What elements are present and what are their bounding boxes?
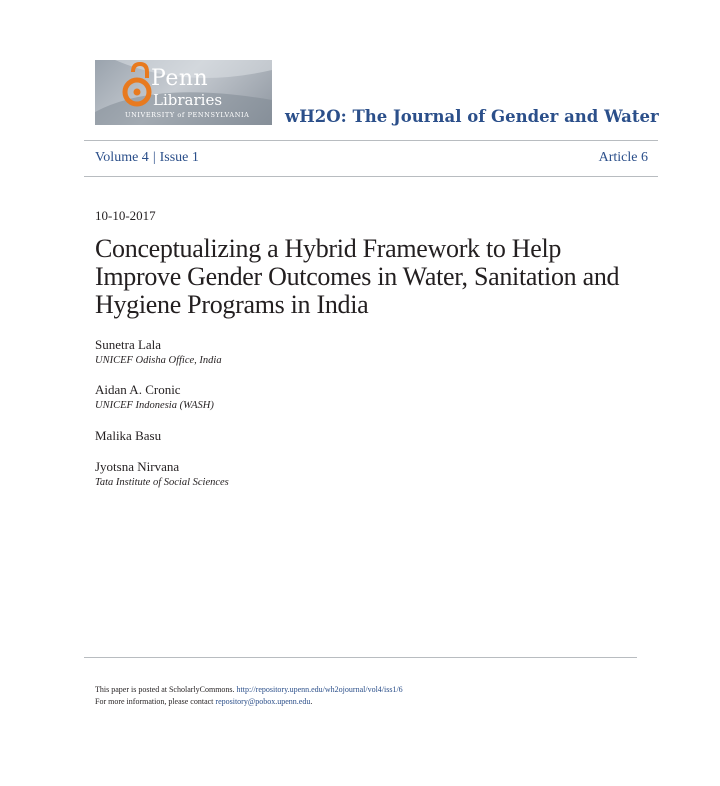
header-divider-top: [84, 140, 658, 141]
journal-title-link[interactable]: wH2O: The Journal of Gender and Water: [285, 107, 659, 126]
author-affiliation: UNICEF Odisha Office, India: [95, 355, 222, 366]
footer-line-posted: [95, 684, 403, 696]
penn-libraries-logo[interactable]: [95, 60, 272, 125]
footer-divider: [84, 657, 637, 658]
author-block: [95, 428, 161, 444]
logo-university-text: UNIVERSITY of PENNSYLVANIA: [125, 111, 250, 119]
author-name: Malika Basu: [95, 428, 162, 443]
contact-email-link[interactable]: repository@pobox.upenn.edu: [215, 697, 311, 706]
publication-date: 10-10-2017: [95, 208, 156, 223]
repository-url-link[interactable]: http://repository.upenn.edu/wh2ojournal/vol4/iss1/6: [236, 685, 403, 694]
logo-penn-text: Penn: [151, 66, 209, 91]
author-affiliation: UNICEF Indonesia (WASH): [95, 400, 214, 411]
footer-contact-text: For more information, please contact: [95, 697, 214, 706]
footer-posted-text: This paper is posted at ScholarlyCommons.: [95, 685, 235, 694]
author-block: [95, 337, 222, 369]
author-block: [95, 382, 214, 414]
volume-link[interactable]: Volume 4: [95, 150, 149, 165]
volume-issue-separator: |: [152, 150, 156, 165]
author-name: Aidan A. Cronic: [95, 382, 181, 397]
paper-title: Conceptualizing a Hybrid Framework to Help Improve Gender Outcomes in Water, Sanitation and Hygiene Programs in India: [95, 234, 620, 319]
header-divider-bottom: [84, 176, 658, 177]
author-name: Sunetra Lala: [95, 337, 162, 352]
article-link[interactable]: Article 6: [598, 150, 648, 165]
author-affiliation: Tata Institute of Social Sciences: [95, 477, 229, 488]
author-name: Jyotsna Nirvana: [95, 459, 180, 474]
volume-issue-nav: [95, 150, 199, 166]
footer-notice: [95, 684, 403, 708]
author-block: [95, 459, 229, 491]
issue-link[interactable]: Issue 1: [159, 150, 199, 165]
footer-line-contact: [95, 696, 403, 708]
footer-period: .: [310, 697, 313, 706]
logo-libraries-text: Libraries: [153, 91, 223, 109]
